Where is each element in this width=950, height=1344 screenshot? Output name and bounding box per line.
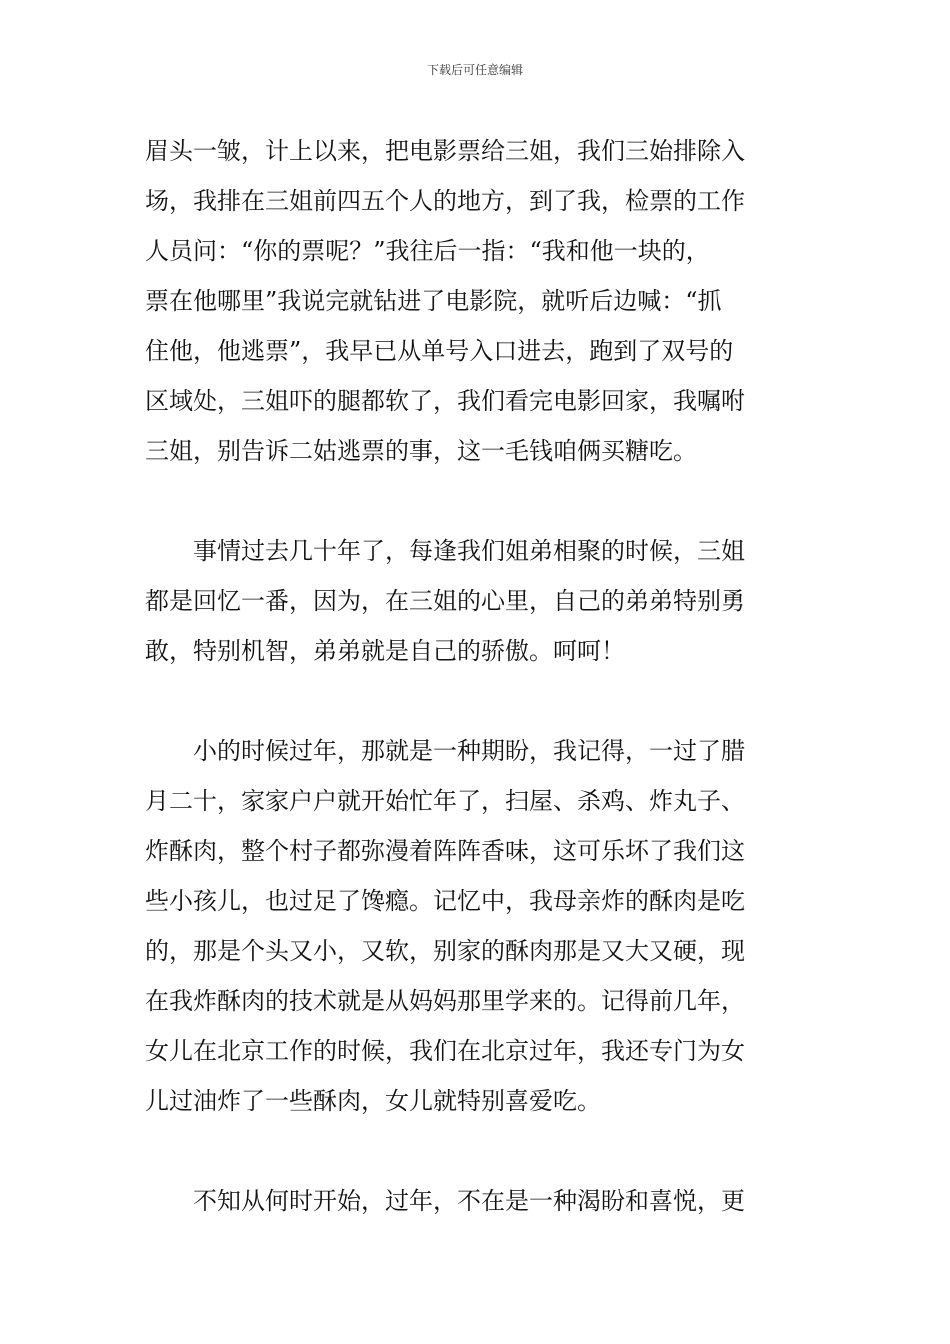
text-line: 些小孩儿，也过足了馋瘾。记忆中，我母亲炸的酥肉是吃 [145,887,745,915]
paragraph-4 [145,1176,810,1226]
text-line: 炸酥肉，整个村子都弥漫着阵阵香味，这可乐坏了我们这 [145,837,745,865]
text-line: 场，我排在三姐前四五个人的地方，到了我，检票的工作 [145,187,745,215]
text-line: 都是回忆一番，因为，在三姐的心里，自己的弟弟特别勇 [145,587,745,615]
paragraph-gap [145,476,810,526]
paragraph-gap [145,676,810,726]
paragraph-2 [145,526,810,676]
document-body [145,126,810,1226]
paragraph-gap [145,1126,810,1176]
text-line: 事情过去几十年了，每逢我们姐弟相聚的时候，三姐 [145,537,745,565]
text-line: 三姐，别告诉二姑逃票的事，这一毛钱咱俩买糖吃。 [145,437,697,465]
text-line: 小的时候过年，那就是一种期盼，我记得，一过了腊 [145,737,745,765]
text-line: 的，那是个头又小，又软，别家的酥肉那是又大又硬，现 [145,937,745,965]
text-line: 区域处，三姐吓的腿都软了，我们看完电影回家，我嘱咐 [145,387,745,415]
text-line: 不知从何时开始，过年，不在是一种渴盼和喜悦，更 [145,1187,745,1215]
text-line: 人员问：“你的票呢？”我往后一指：“我和他一块的， [145,237,710,265]
text-line: 票在他哪里”我说完就钻进了电影院，就听后边喊：“抓 [145,287,722,315]
text-line: 眉头一皱，计上以来，把电影票给三姐，我们三始排除入 [145,137,745,165]
paragraph-3 [145,726,810,1126]
page-header: 下载后可任意编辑 [426,63,523,77]
text-line: 敢，特别机智，弟弟就是自己的骄傲。呵呵！ [145,637,625,665]
text-line: 女儿在北京工作的时候，我们在北京过年，我还专门为女 [145,1037,745,1065]
text-line: 儿过油炸了一些酥肉，女儿就特别喜爱吃。 [145,1087,601,1115]
text-line: 月二十，家家户户就开始忙年了，扫屋、杀鸡、炸丸子、 [145,787,745,815]
text-line: 在我炸酥肉的技术就是从妈妈那里学来的。记得前几年， [145,987,745,1015]
text-line: 住他，他逃票”，我早已从单号入口进去，跑到了双号的 [145,337,734,365]
paragraph-1 [145,126,810,476]
